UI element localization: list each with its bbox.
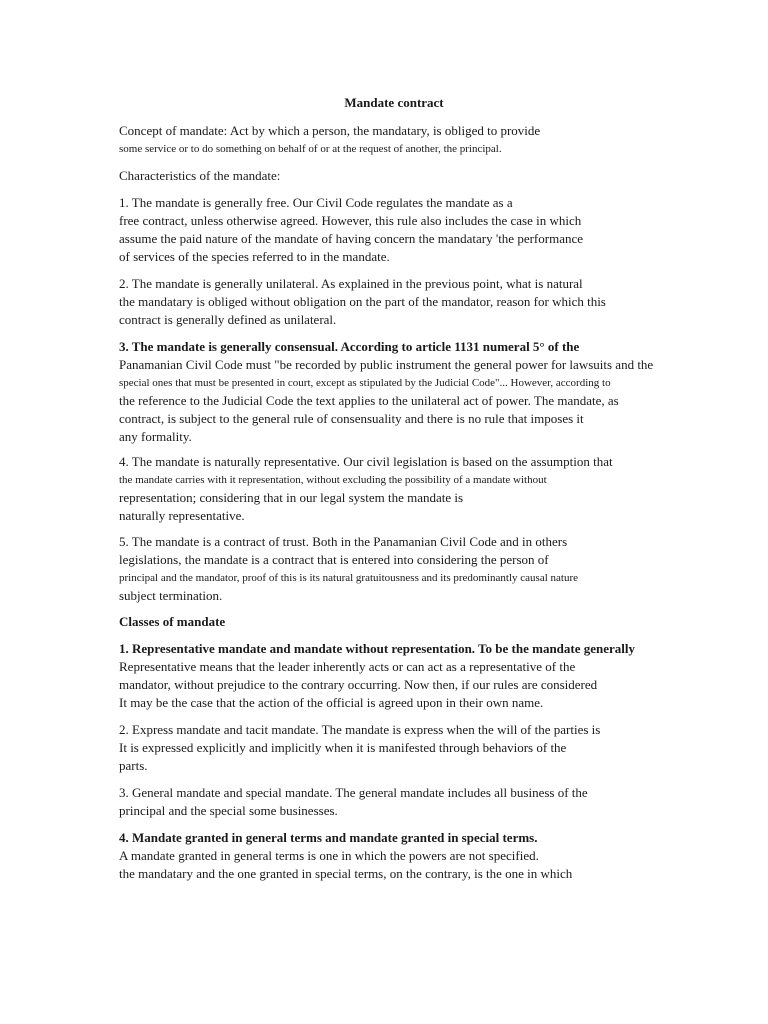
text-line: special ones that must be presented in court, except as stipulated by the Judicial Code"... However, according to [119, 377, 611, 389]
text-line: of services of the species referred to in the mandate. [119, 249, 390, 264]
characteristic-paragraph-4 [119, 453, 739, 525]
text-line: principal and the mandator, proof of this is its natural gratuitousness and its predominantly causal nature [119, 572, 579, 584]
text-line: Concept of mandate: Act by which a person, the mandatary, is obliged to provide [119, 123, 541, 138]
text-line: legislations, the mandate is a contract that is entered into considering the person of [119, 552, 549, 567]
text-line: A mandate granted in general terms is one in which the powers are not specified. [119, 848, 539, 863]
text-line: the mandatary and the one granted in special terms, on the contrary, is the one in which [119, 866, 573, 881]
text-line: contract is generally defined as unilateral. [119, 312, 337, 327]
text-line: the mandatary is obliged without obligation on the part of the mandator, reason for which this [119, 294, 606, 309]
text-line: 3. General mandate and special mandate. The general mandate includes all business of the [119, 785, 588, 800]
text-line: some service or to do something on behalf of or at the request of another, the principal. [119, 143, 502, 155]
text-line: the mandate carries with it representation, without excluding the possibility of a mandate without [119, 474, 547, 486]
text-line: Representative means that the leader inherently acts or can act as a representative of the [119, 659, 576, 674]
text-line: 2. Express mandate and tacit mandate. The mandate is express when the will of the parties is [119, 722, 601, 737]
text-line: 1. Representative mandate and mandate without representation. To be the mandate generally [119, 641, 636, 656]
text-line: 4. Mandate granted in general terms and mandate granted in special terms. [119, 830, 538, 845]
text-line: It may be the case that the action of the official is agreed upon in their own name. [119, 695, 544, 710]
text-line: 5. The mandate is a contract of trust. Both in the Panamanian Civil Code and in others [119, 534, 568, 549]
text-line: free contract, unless otherwise agreed. However, this rule also includes the case in which [119, 213, 582, 228]
text-line: 2. The mandate is generally unilateral. As explained in the previous point, what is natural [119, 276, 583, 291]
text-line: assume the paid nature of the mandate of having concern the mandatary 'the performance [119, 231, 584, 246]
text-line: representation; considering that in our legal system the mandate is [119, 490, 464, 505]
text-line: 1. The mandate is generally free. Our Civil Code regulates the mandate as a [119, 195, 513, 210]
document-title: Mandate contract [344, 95, 444, 110]
text-line: the reference to the Judicial Code the text applies to the unilateral act of power. The mandate, as [119, 393, 619, 408]
class-paragraph-2 [119, 721, 739, 775]
text-line: mandator, without prejudice to the contrary occurring. Now then, if our rules are considered [119, 677, 598, 692]
characteristics-heading: Characteristics of the mandate: [119, 168, 281, 183]
characteristic-paragraph-3 [119, 338, 739, 446]
text-line: any formality. [119, 429, 192, 444]
text-line: 3. The mandate is generally consensual. According to article 1131 numeral 5° of the [119, 339, 580, 354]
characteristic-paragraph-2 [119, 275, 739, 329]
text-line: Panamanian Civil Code must "be recorded by public instrument the general power for lawsuits and the [119, 357, 654, 372]
text-line: parts. [119, 758, 148, 773]
text-line: contract, is subject to the general rule of consensuality and there is no rule that imposes it [119, 411, 584, 426]
characteristic-paragraph-1 [119, 194, 739, 266]
text-line: subject termination. [119, 588, 223, 603]
characteristic-paragraph-5 [119, 533, 739, 605]
text-line: 4. The mandate is naturally representative. Our civil legislation is based on the assumption that [119, 454, 613, 469]
text-line: principal and the special some businesses. [119, 803, 338, 818]
class-paragraph-1 [119, 640, 739, 712]
class-paragraph-4 [119, 829, 739, 883]
class-paragraph-3 [119, 784, 739, 820]
classes-heading: Classes of mandate [119, 614, 226, 629]
text-line: naturally representative. [119, 508, 245, 523]
concept-paragraph [119, 122, 739, 158]
text-line: It is expressed explicitly and implicitly when it is manifested through behaviors of the [119, 740, 567, 755]
